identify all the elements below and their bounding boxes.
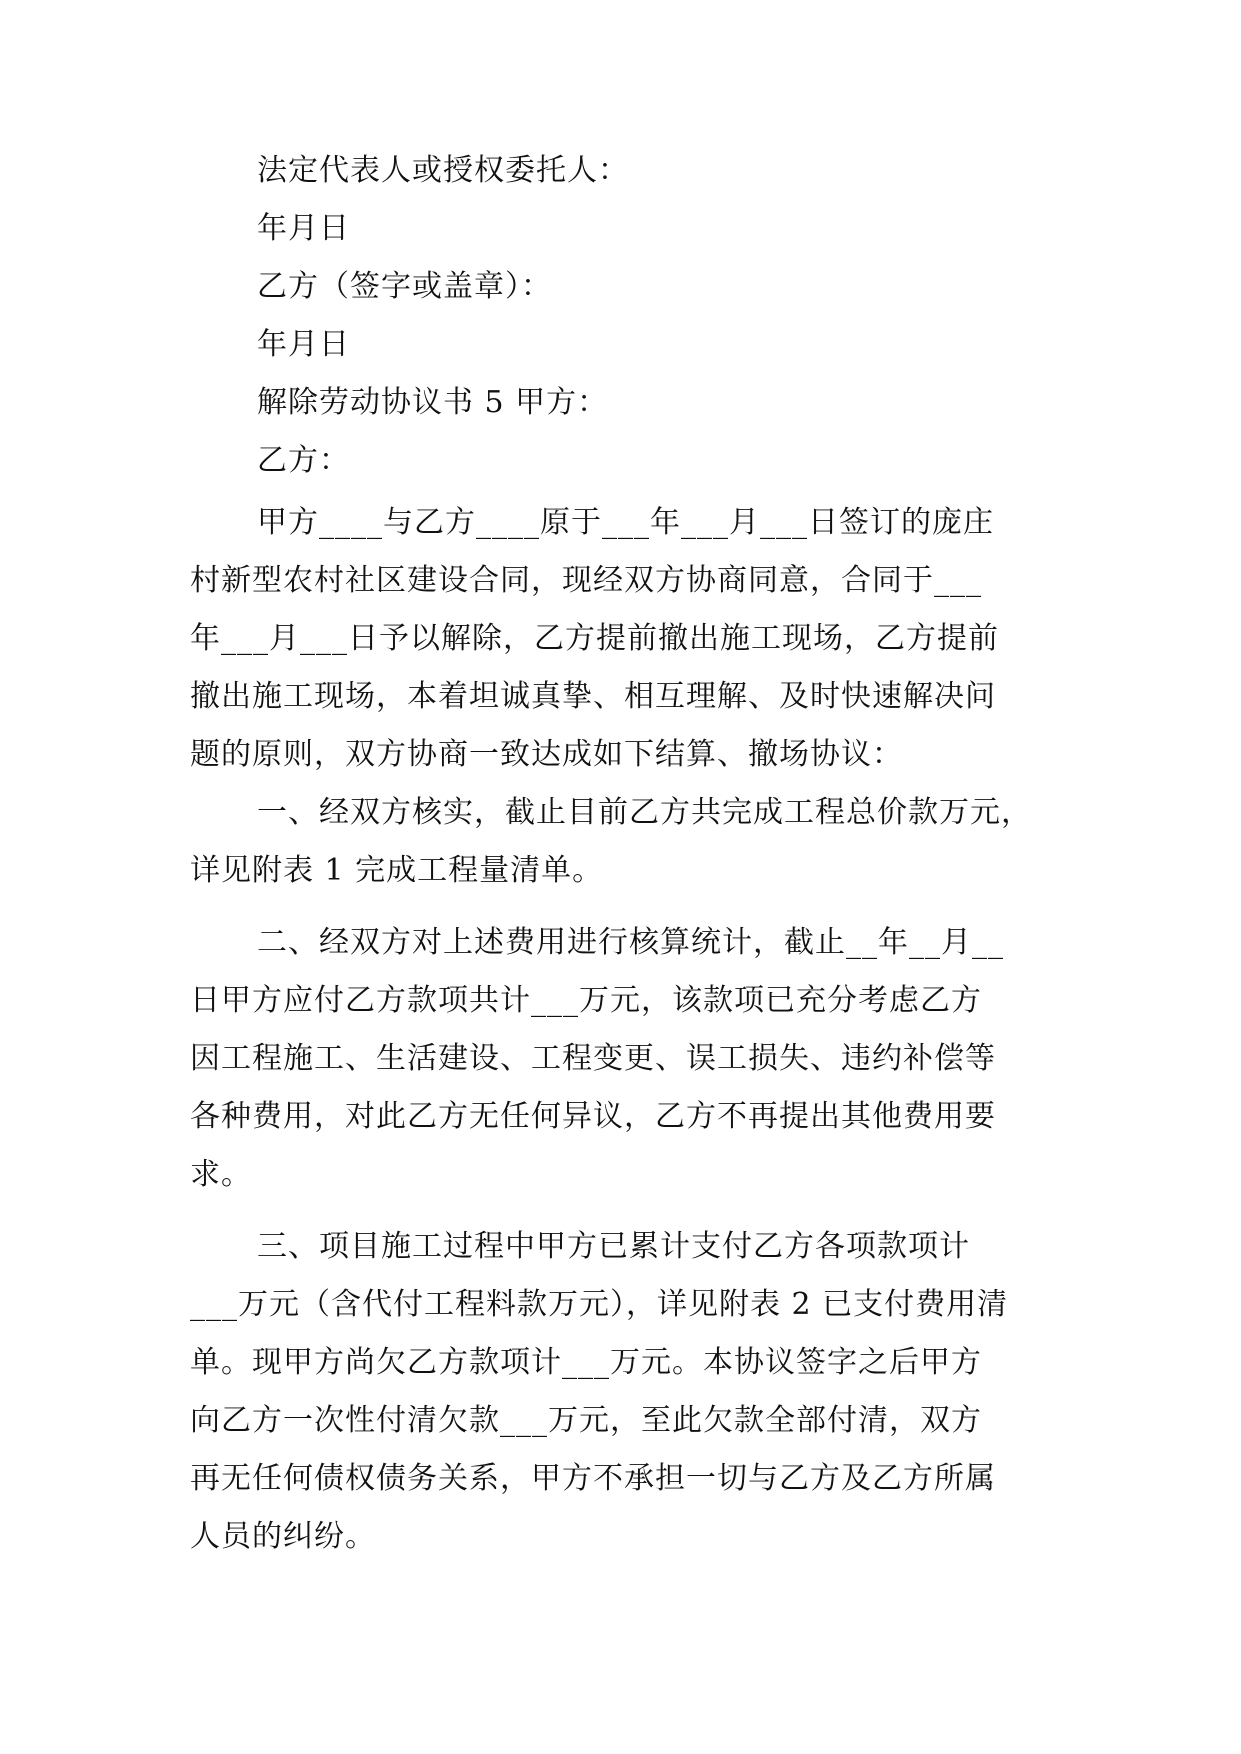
text-line: 日甲方应付乙方款项共计___万元，该款项已充分考虑乙方 bbox=[190, 983, 982, 1018]
text-line: 甲方____与乙方____原于___年___月___日签订的庞庄 bbox=[257, 505, 994, 540]
text-line: 年月日 bbox=[257, 211, 350, 246]
text-line: 详见附表 1 完成工程量清单。 bbox=[190, 853, 604, 888]
text-line: 村新型农村社区建设合同，现经双方协商同意，合同于___ bbox=[190, 563, 982, 598]
text-line: 年月日 bbox=[257, 327, 350, 362]
text-line: 再无任何债权债务关系，甲方不承担一切与乙方及乙方所属 bbox=[190, 1461, 996, 1496]
text-line: 解除劳动协议书 5 甲方： bbox=[257, 385, 609, 420]
text-line: 单。现甲方尚欠乙方款项计___万元。本协议签字之后甲方 bbox=[190, 1345, 982, 1380]
text-line: 乙方： bbox=[257, 443, 350, 478]
text-line: ___万元（含代付工程料款万元），详见附表 2 已支付费用清 bbox=[190, 1287, 1009, 1322]
text-line: 乙方（签字或盖章）： bbox=[257, 269, 552, 304]
text-line: 人员的纠纷。 bbox=[190, 1519, 376, 1554]
text-line: 因工程施工、生活建设、工程变更、误工损失、违约补偿等 bbox=[190, 1041, 996, 1076]
text-line: 年___月___日予以解除，乙方提前撤出施工现场，乙方提前 bbox=[190, 621, 999, 656]
text-line: 向乙方一次性付清欠款___万元，至此欠款全部付清，双方 bbox=[190, 1403, 982, 1438]
text-line: 题的原则，双方协商一致达成如下结算、撤场协议： bbox=[190, 737, 903, 772]
text-line: 三、项目施工过程中甲方已累计支付乙方各项款项计 bbox=[257, 1229, 970, 1264]
text-line: 求。 bbox=[190, 1157, 252, 1192]
text-line: 各种费用，对此乙方无任何异议，乙方不再提出其他费用要 bbox=[190, 1099, 996, 1134]
text-line: 二、经双方对上述费用进行核算统计，截止__年__月__ bbox=[257, 925, 1004, 960]
text-line: 一、经双方核实，截止目前乙方共完成工程总价款万元， bbox=[257, 795, 1032, 830]
text-line: 法定代表人或授权委托人： bbox=[257, 153, 629, 188]
text-line: 撤出施工现场，本着坦诚真挚、相互理解、及时快速解决问 bbox=[190, 679, 996, 714]
